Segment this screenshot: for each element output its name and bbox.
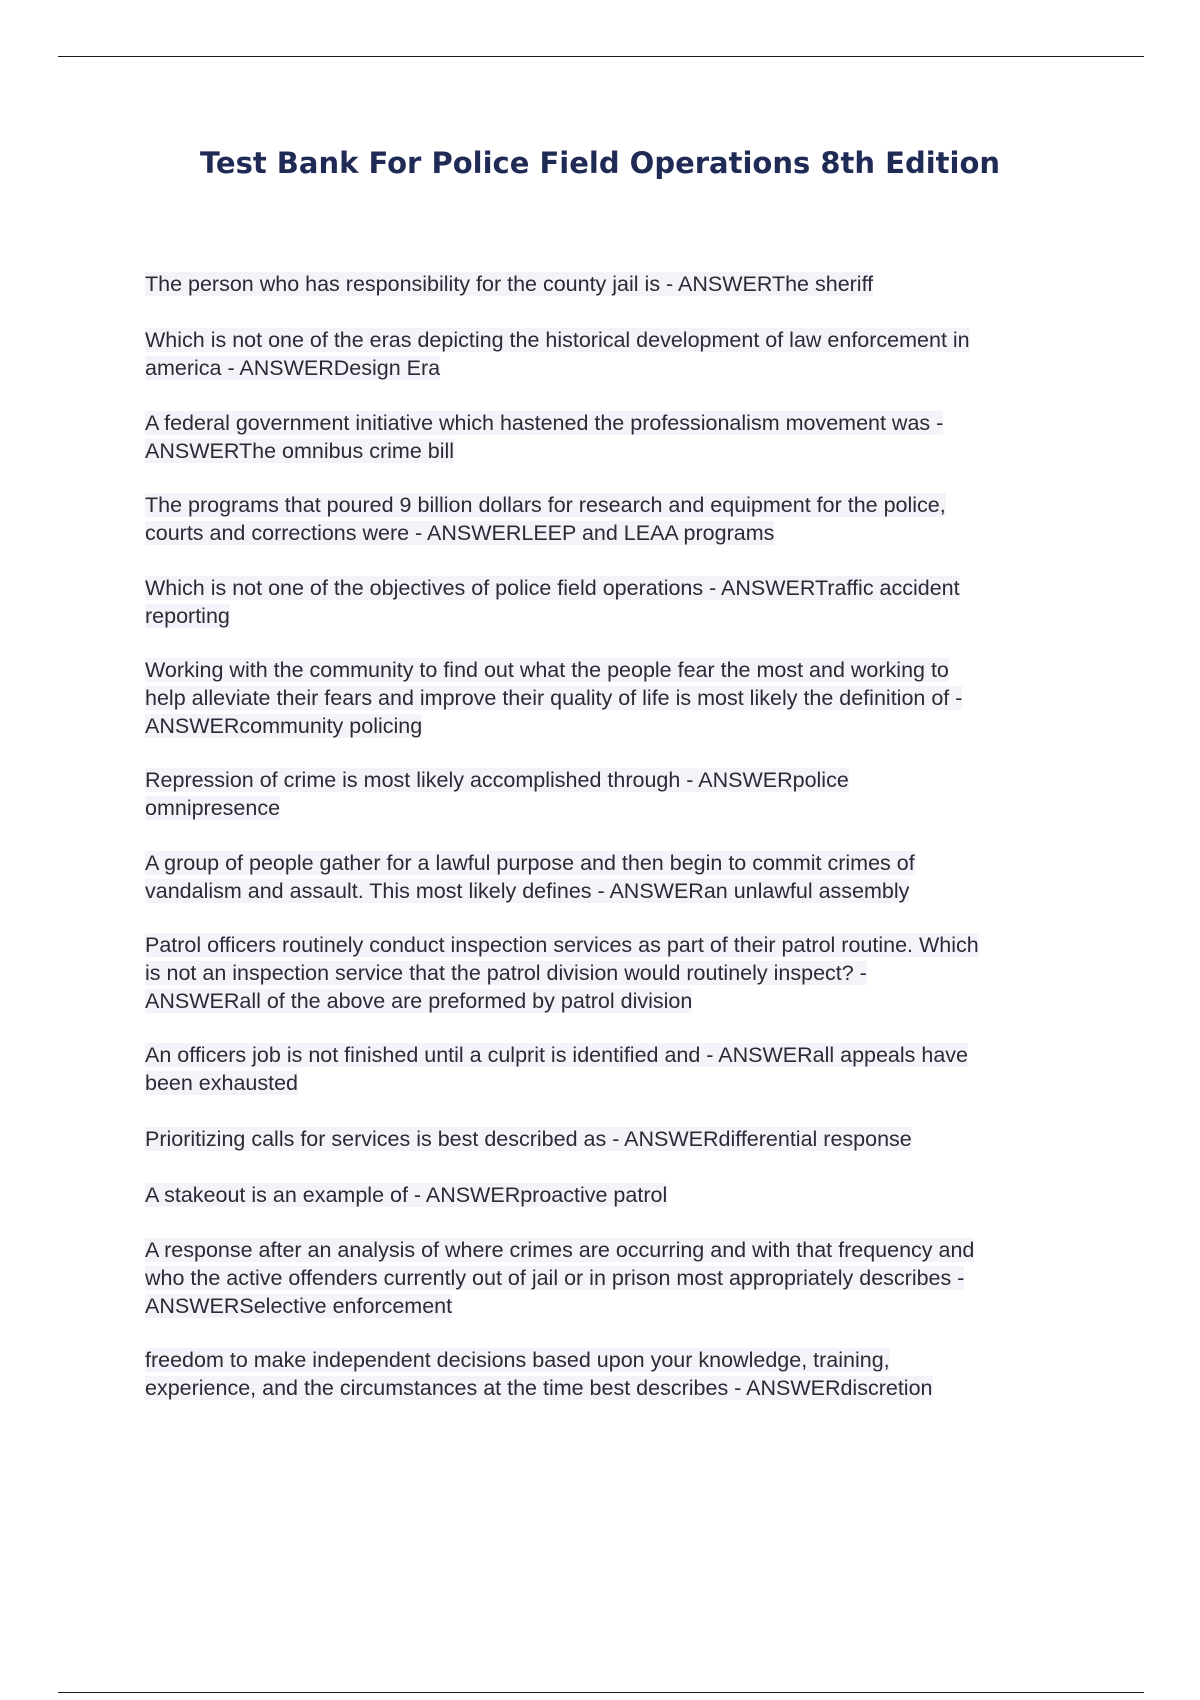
qa-line: A federal government initiative which hastened the professionalism movement was - <box>145 411 944 435</box>
qa-line: Repression of crime is most likely accomplished through - ANSWERpolice <box>145 768 849 792</box>
qa-item <box>145 766 849 822</box>
qa-line: who the active offenders currently out of jail or in prison most appropriately describes - <box>145 1266 965 1290</box>
qa-line: freedom to make independent decisions based upon your knowledge, training, <box>145 1348 890 1372</box>
qa-line: experience, and the circumstances at the time best describes - ANSWERdiscretion <box>145 1376 933 1400</box>
qa-item <box>145 656 962 740</box>
document-title: Test Bank For Police Field Operations 8th Edition <box>199 146 1001 180</box>
bottom-rule <box>58 1692 1144 1693</box>
qa-line: Patrol officers routinely conduct inspection services as part of their patrol routine. Which <box>145 933 979 957</box>
qa-line: A response after an analysis of where crimes are occurring and with that frequency and <box>145 1238 975 1262</box>
qa-item <box>145 1236 974 1320</box>
qa-line: Which is not one of the eras depicting the historical development of law enforcement in <box>145 328 970 352</box>
qa-line: been exhausted <box>145 1071 299 1095</box>
qa-item <box>145 409 943 465</box>
qa-line: vandalism and assault. This most likely defines - ANSWERan unlawful assembly <box>145 879 910 903</box>
qa-item <box>145 1041 968 1097</box>
qa-item <box>145 849 915 905</box>
qa-item <box>145 1346 933 1402</box>
qa-line: omnipresence <box>145 796 281 820</box>
qa-line: ANSWERSelective enforcement <box>145 1294 453 1318</box>
qa-item <box>145 270 873 298</box>
top-rule <box>58 56 1144 57</box>
qa-line: Prioritizing calls for services is best described as - ANSWERdifferential response <box>145 1127 912 1151</box>
qa-line: ANSWERall of the above are preformed by patrol division <box>145 989 693 1013</box>
qa-line: An officers job is not finished until a culprit is identified and - ANSWERall appeals have <box>145 1043 969 1067</box>
qa-item <box>145 326 970 382</box>
qa-item <box>145 574 960 630</box>
qa-line: courts and corrections were - ANSWERLEEP and LEAA programs <box>145 521 775 545</box>
qa-item <box>145 931 979 1015</box>
qa-line: ANSWERcommunity policing <box>145 714 423 738</box>
qa-line: ANSWERThe omnibus crime bill <box>145 439 455 463</box>
qa-line: A group of people gather for a lawful purpose and then begin to commit crimes of <box>145 851 915 875</box>
qa-line: is not an inspection service that the patrol division would routinely inspect? - <box>145 961 867 985</box>
qa-item <box>145 1181 667 1209</box>
qa-line: The person who has responsibility for the county jail is - ANSWERThe sheriff <box>145 272 874 296</box>
qa-line: The programs that poured 9 billion dollars for research and equipment for the police, <box>145 493 946 517</box>
qa-item <box>145 1125 912 1153</box>
qa-line: Working with the community to find out what the people fear the most and working to <box>145 658 949 682</box>
qa-line: Which is not one of the objectives of police field operations - ANSWERTraffic accident <box>145 576 960 600</box>
qa-line: help alleviate their fears and improve their quality of life is most likely the definition of - <box>145 686 963 710</box>
qa-line: A stakeout is an example of - ANSWERproactive patrol <box>145 1183 668 1207</box>
qa-line: america - ANSWERDesign Era <box>145 356 441 380</box>
qa-line: reporting <box>145 604 230 628</box>
qa-item <box>145 491 946 547</box>
